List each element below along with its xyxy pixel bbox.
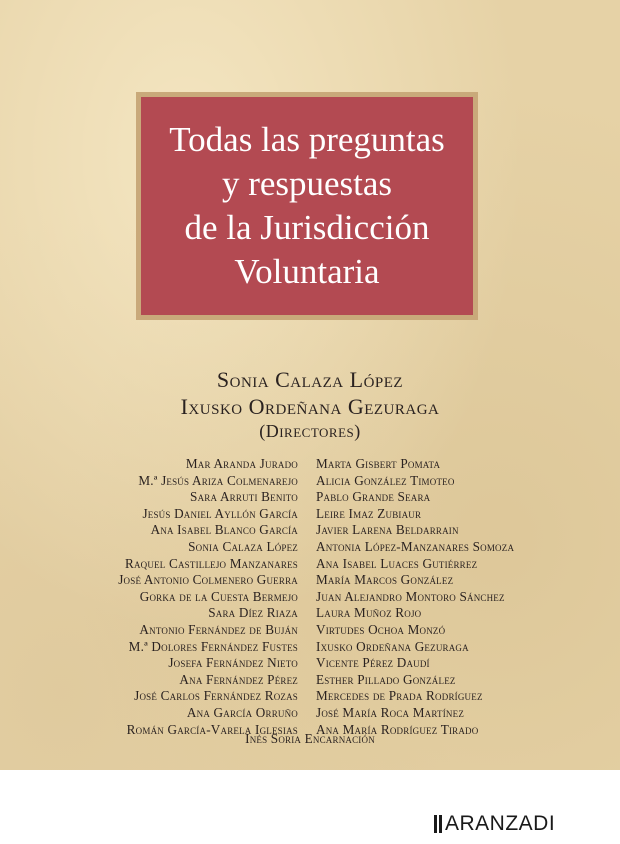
author-name: José Carlos Fernández Rozas [134,688,298,704]
author-name: Ana García Orruño [186,704,298,720]
author-name: Mercedes de Prada Rodríguez [316,688,483,704]
aranzadi-bars-icon [434,815,442,833]
author-name: Ana Isabel Blanco García [150,522,298,538]
publisher-logo [434,812,555,836]
directors-role: (Directores) [259,421,361,441]
author-name: Esther Pillado González [316,671,456,687]
title-line: Voluntaria [234,252,380,291]
director-name: Ixusko Ordeñana Gezuraga [180,394,440,419]
book-title [169,118,445,294]
author-name: Gorka de la Cuesta Bermejo [139,588,298,604]
directors-block [0,366,620,442]
author-name-last: Inés Soria Encarnación [245,731,375,746]
title-line: de la Jurisdicción [184,208,430,247]
author-name: José Antonio Colmenero Guerra [118,572,298,588]
author-name: Román García-Varela Iglesias [126,721,298,737]
author-name: Vicente Pérez Daudí [316,655,430,671]
authors-left-column [118,456,298,738]
title-line: y respuestas [221,164,393,203]
author-name: Marta Gisbert Pomata [316,456,441,471]
authors-right-column [316,456,514,738]
author-name: M.ª Dolores Fernández Fustes [128,638,298,654]
director-name: Sonia Calaza López [216,367,404,392]
author-name: Laura Muñoz Rojo [316,605,422,621]
title-line: Todas las preguntas [169,120,445,159]
author-name: Sara Díez Riaza [208,605,298,621]
author-name: M.ª Jesús Ariza Colmenarejo [138,472,298,488]
author-name: Alicia González Timoteo [316,472,455,488]
author-name: Jesús Daniel Ayllón García [142,505,298,521]
title-box [136,92,478,320]
author-name: Mar Aranda Jurado [185,456,298,471]
author-name: Ana María Rodríguez Tirado [316,721,479,737]
author-name: Antonio Fernández de Buján [139,621,298,637]
author-name: Virtudes Ochoa Monzó [316,621,446,637]
publisher-name: ARANZADI [445,812,556,835]
author-name: Ixusko Ordeñana Gezuraga [316,638,469,654]
author-name: José María Roca Martínez [316,704,465,720]
author-name: Antonia López-Manzanares Somoza [316,538,515,554]
author-name: Ana Fernández Pérez [179,671,298,687]
author-name: Sara Arruti Benito [190,489,298,505]
author-name: Juan Alejandro Montoro Sánchez [316,588,505,604]
author-name: Pablo Grande Seara [316,489,431,505]
author-name: Raquel Castillejo Manzanares [124,555,298,571]
author-name: Josefa Fernández Nieto [168,655,298,671]
author-name: Ana Isabel Luaces Gutiérrez [316,555,478,571]
author-name: María Marcos González [316,572,454,588]
author-name: Leire Imaz Zubiaur [316,505,422,521]
author-name: Sonia Calaza López [188,538,298,554]
author-name: Javier Larena Beldarrain [316,522,459,538]
